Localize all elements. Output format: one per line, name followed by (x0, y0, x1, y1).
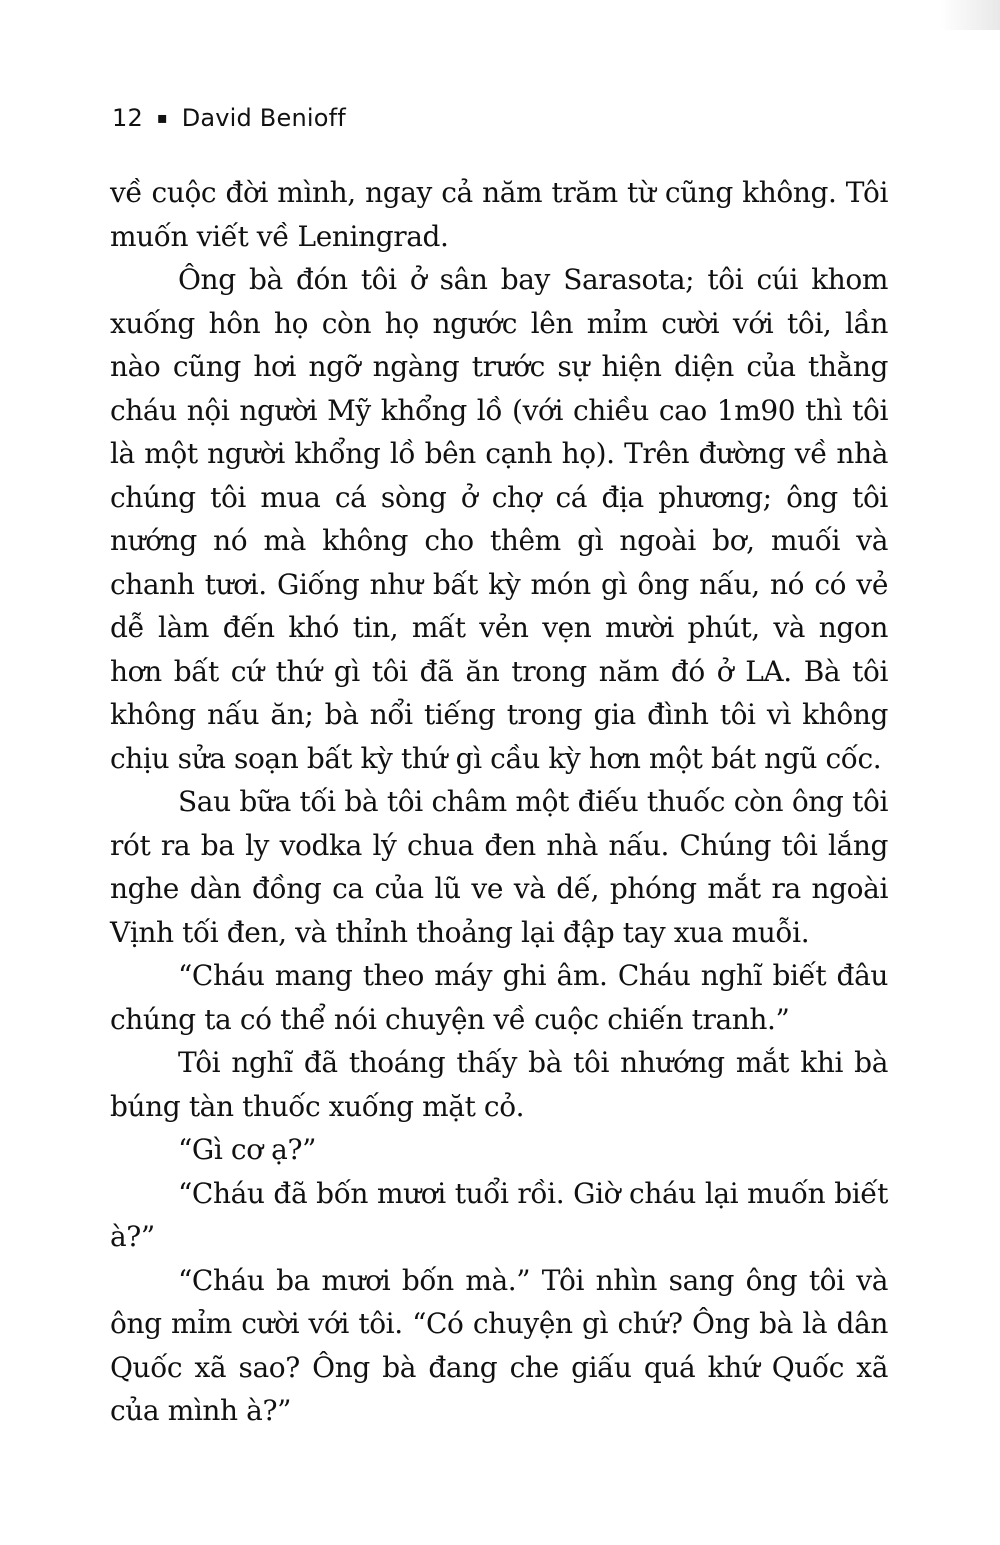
paragraph: Sau bữa tối bà tôi châm một điếu thuốc còn ông tôi rót ra ba ly vodka lý chua đen nhà nấu. Chúng tôi lắng nghe dàn đồng ca của lũ ve và dế, phóng mắt ra ngoài Vịnh tối đen, và thỉnh thoảng lại đập tay xua muỗi. (110, 785, 888, 949)
paragraph: “Gì cơ ạ?” (178, 1133, 316, 1166)
header-separator: ▪ (156, 108, 168, 127)
paragraph: “Cháu ba mươi bốn mà.” Tôi nhìn sang ông tôi và ông mỉm cười với tôi. “Có chuyện gì chứ? Ông bà là dân Quốc xã sao? Ông bà đang che giấu quá khứ Quốc xã của mình à?” (110, 1263, 888, 1427)
paragraph: “Cháu mang theo máy ghi âm. Cháu nghĩ biết đâu chúng ta có thể nói chuyện về cuộc chiến tranh.” (110, 959, 888, 1036)
paragraph: “Cháu đã bốn mươi tuổi rồi. Giờ cháu lại muốn biết à?” (110, 1176, 888, 1253)
author-name: David Benioff (181, 104, 346, 132)
page-corner-shadow (940, 0, 1000, 30)
paragraph: về cuộc đời mình, ngay cả năm trăm từ cũng không. Tôi muốn viết về Leningrad. (110, 176, 888, 253)
body-text (110, 171, 888, 1433)
paragraph: Ông bà đón tôi ở sân bay Sarasota; tôi cúi khom xuống hôn họ còn họ ngước lên mỉm cười với tôi, lần nào cũng hơi ngỡ ngàng trước sự hiện diện của thằng cháu nội người Mỹ khổng lồ (với chiều cao 1m90 thì tôi là một người khổng lồ bên cạnh họ). Trên đường về nhà chúng tôi mua cá sòng ở chợ cá địa phương; ông tôi nướng nó mà không cho thêm gì ngoài bơ, muối và chanh tươi. Giống như bất kỳ món gì ông nấu, nó có vẻ dễ làm đến khó tin, mất vẻn vẹn mười phút, và ngon hơn bất cứ thứ gì tôi đã ăn trong năm đó ở LA. Bà tôi không nấu ăn; bà nổi tiếng trong gia đình tôi vì không chịu sửa soạn bất kỳ thứ gì cầu kỳ hơn một bát ngũ cốc. (110, 263, 888, 775)
page-number: 12 (112, 104, 143, 132)
running-header (112, 104, 346, 132)
paragraph: Tôi nghĩ đã thoáng thấy bà tôi nhướng mắt khi bà búng tàn thuốc xuống mặt cỏ. (110, 1046, 888, 1123)
